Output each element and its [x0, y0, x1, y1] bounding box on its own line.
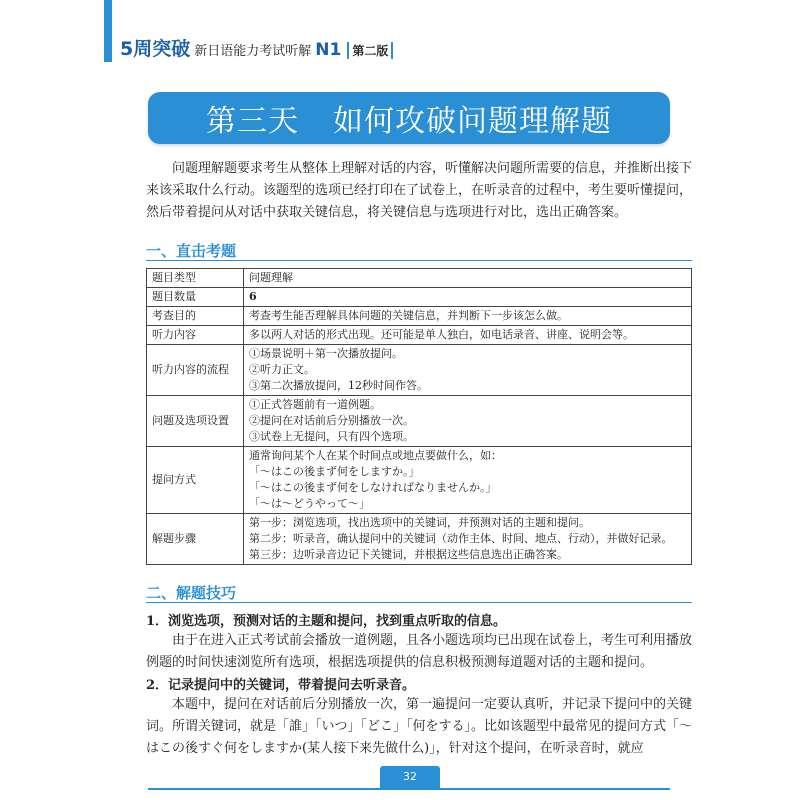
section1-divider [146, 260, 692, 261]
row-value-line: 第二步：听录音，确认提问中的关键词（动作主体、时间、地点、行动），并做好记录。 [249, 532, 673, 545]
row-value [244, 326, 692, 345]
tip2-heading: 2．记录提问中的关键词，带着提问去听录音。 [146, 678, 416, 693]
tip1-heading: 1．浏览选项，预测对话的主题和提问，找到重点听取的信息。 [146, 614, 507, 629]
row-value-line: 「～はこの後まず何をしますか。」 [249, 465, 420, 478]
table-row [147, 345, 692, 396]
row-value [244, 288, 692, 307]
header-accent-bar [104, 0, 112, 62]
row-value-line: 6 [249, 290, 257, 303]
row-key: 考查目的 [147, 307, 244, 326]
table-row [147, 307, 692, 326]
table-row [147, 269, 692, 288]
tip2-body: 本题中，提问在对话前后分别播放一次，第一遍提问一定要认真听，并记录下提问中的关键词。所谓关键词，就是「誰」「いつ」「どこ」「何をする」。比如该题型中最常见的提问方式「～はこの後すぐ何をしますか(某人接下来先做什么)」，针对这个提问，在听录音时，就应 [146, 697, 693, 756]
exam-info-table [146, 268, 692, 565]
table-row [147, 326, 692, 345]
row-value-line: 第三步：边听录音边记下关键词，并根据这些信息选出正确答案。 [249, 548, 568, 561]
table-row [147, 447, 692, 514]
table-row [147, 514, 692, 565]
row-value-line: ②听力正文。 [249, 363, 315, 376]
page-number: 32 [380, 766, 440, 788]
chapter-banner [148, 92, 670, 144]
row-value-line: 问题理解 [249, 271, 293, 284]
section2-divider [146, 602, 692, 603]
row-key: 题目数量 [147, 288, 244, 307]
footer-line [148, 788, 670, 790]
row-key: 解题步骤 [147, 514, 244, 565]
row-value-line: ③第二次播放提问，12秒时间作答。 [249, 379, 428, 392]
table-row [147, 396, 692, 447]
row-key: 题目类型 [147, 269, 244, 288]
book-level: N1 [315, 40, 342, 60]
row-value-line: 通常询问某个人在某个时间点或地点要做什么，如： [249, 449, 502, 462]
row-value-line: 第一步：浏览选项，找出选项中的关键词，并预测对话的主题和提问。 [249, 516, 590, 529]
row-value [244, 269, 692, 288]
table-row [147, 288, 692, 307]
row-value-line: 「～は～どうやって～」 [249, 497, 370, 510]
running-header [120, 34, 393, 60]
intro-paragraph: 问题理解题要求考生从整体上理解对话的内容，听懂解决问题所需要的信息，并推断出接下来该采取什么行动。该题型的选项已经打印在了试卷上，在听录音的过程中，考生要听懂提问，然后带着提问从对话中获取关键信息，将关键信息与选项进行对比，选出正确答案。 [146, 161, 693, 220]
row-key: 听力内容 [147, 326, 244, 345]
row-value [244, 396, 692, 447]
chapter-day: 第三天 [206, 104, 299, 139]
row-value [244, 447, 692, 514]
book-brand: 5周突破 [120, 38, 191, 60]
row-key: 问题及选项设置 [147, 396, 244, 447]
chapter-title: 如何攻破问题理解题 [333, 104, 612, 139]
section2-title: 二、解题技巧 [146, 584, 237, 602]
section1-title: 一、直击考题 [146, 242, 237, 260]
row-value-line: 考查考生能否理解具体问题的关键信息，并判断下一步该怎么做。 [249, 309, 568, 322]
book-edition: 第二版 [347, 42, 393, 59]
row-key: 提问方式 [147, 447, 244, 514]
row-value-line: ②提问在对话前后分别播放一次。 [249, 414, 414, 427]
row-value-line: ①场景说明＋第一次播放提问。 [249, 347, 403, 360]
row-value-line: ③试卷上无提问，只有四个选项。 [249, 430, 414, 443]
row-value-line: 「～はこの後まず何をしなければなりませんか。」 [249, 481, 497, 494]
tip1-body: 由于在进入正式考试前会播放一道例题，且各小题选项均已出现在试卷上，考生可利用播放例题的时间快速浏览所有选项，根据选项提供的信息积极预测每道题对话的主题和提问。 [146, 633, 693, 670]
row-value [244, 307, 692, 326]
row-value-line: ①正式答题前有一道例题。 [249, 398, 381, 411]
row-key: 听力内容的流程 [147, 345, 244, 396]
row-value [244, 514, 692, 565]
row-value [244, 345, 692, 396]
row-value-line: 多以两人对话的形式出现。还可能是单人独白，如电话录音、讲座、说明会等。 [249, 328, 634, 341]
book-series: 新日语能力考试听解 [194, 44, 312, 59]
